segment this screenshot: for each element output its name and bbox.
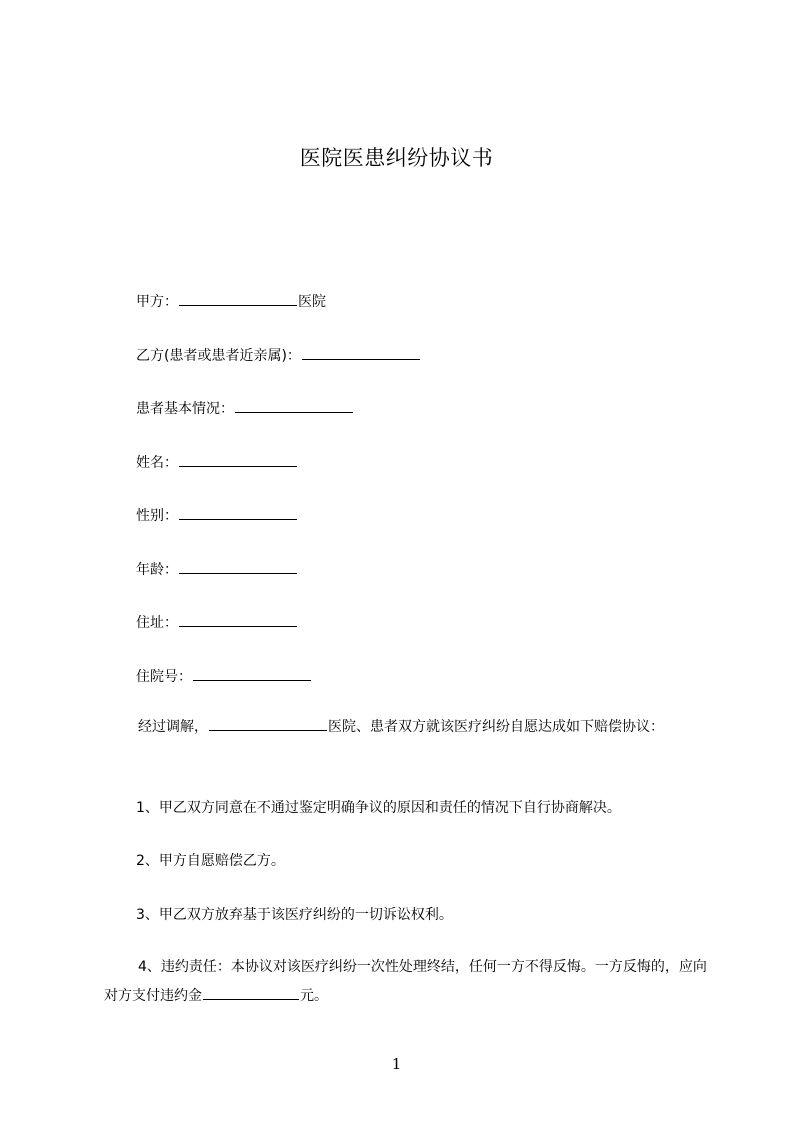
- document-title: 医院医患纠纷协议书: [299, 146, 494, 170]
- blank-line: [179, 452, 297, 467]
- field-label: 住址：: [136, 615, 178, 631]
- field-age: [136, 559, 298, 580]
- clause-4-before: 4、违约责任：本协议对该医疗纠纷一次性处理终结，任何一方不得反悔。一方反悔的，应向对方支付违约金: [104, 959, 707, 1004]
- field-label: 姓名：: [136, 455, 178, 471]
- field-label: 住院号：: [136, 669, 192, 685]
- intro-after: 医院、患者双方就该医疗纠纷自愿达成如下赔偿协议：: [328, 719, 664, 735]
- field-label: 乙方(患者或患者近亲属)：: [136, 348, 301, 364]
- field-label: 年龄：: [136, 562, 178, 578]
- field-party-b: [136, 345, 421, 366]
- field-address: [136, 612, 298, 633]
- intro-before: 经过调解，: [138, 719, 208, 735]
- clause-4: [104, 953, 710, 1011]
- field-admission-number: [136, 666, 312, 687]
- field-label: 甲方：: [136, 294, 178, 310]
- clause-4-after: 元。: [300, 988, 328, 1004]
- clause-3: 3、甲乙双方放弃基于该医疗纠纷的一切诉讼权利。: [136, 907, 453, 923]
- field-name: [136, 452, 298, 473]
- intro-paragraph: [104, 713, 710, 742]
- blank-line: [193, 666, 311, 681]
- clause-1: 1、甲乙双方同意在不通过鉴定明确争议的原因和责任的情况下自行协商解决。: [136, 800, 621, 816]
- clause-2: 2、甲方自愿赔偿乙方。: [136, 853, 285, 869]
- blank-line: [302, 345, 420, 360]
- field-party-a: [136, 291, 326, 312]
- field-label: 性别：: [136, 508, 178, 524]
- field-suffix: 医院: [298, 294, 326, 310]
- field-label: 患者基本情况：: [136, 401, 234, 417]
- blank-line: [203, 985, 299, 1000]
- field-gender: [136, 505, 298, 526]
- blank-line: [179, 505, 297, 520]
- blank-line: [179, 612, 297, 627]
- field-patient-info: [136, 398, 354, 419]
- blank-line: [235, 398, 353, 413]
- page-number: 1: [391, 1055, 402, 1073]
- blank-line: [179, 291, 297, 306]
- blank-line: [179, 559, 297, 574]
- blank-line: [209, 716, 327, 731]
